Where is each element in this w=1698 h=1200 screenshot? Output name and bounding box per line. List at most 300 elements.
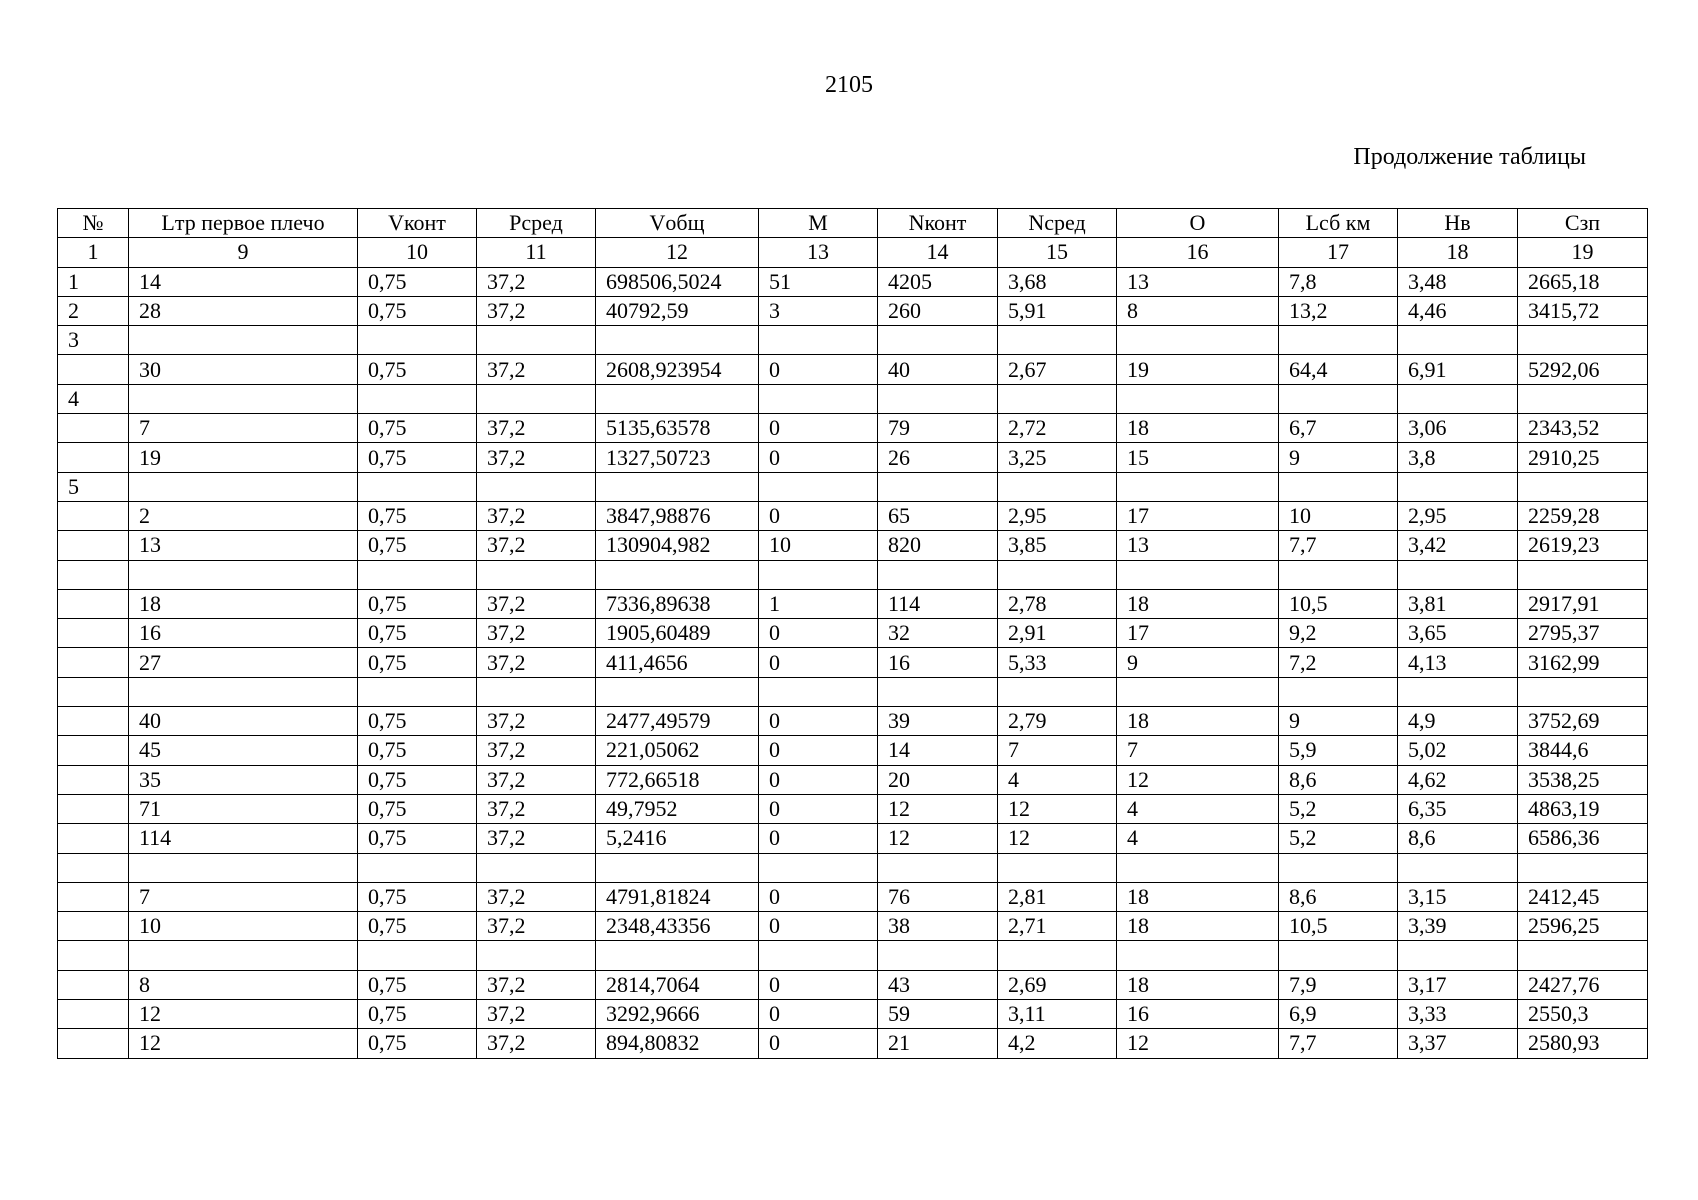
- table-cell: 3,68: [998, 267, 1117, 296]
- table-cell: 37,2: [477, 648, 596, 677]
- table-cell: 3: [58, 326, 129, 355]
- table-cell: 9: [1279, 707, 1398, 736]
- table-cell: 2412,45: [1518, 882, 1648, 911]
- table-cell: 37,2: [477, 707, 596, 736]
- table-cell: 2,71: [998, 912, 1117, 941]
- table-cell: [58, 414, 129, 443]
- table-cell: 5,2416: [596, 824, 759, 853]
- table-cell: [596, 941, 759, 970]
- table-cell: 4: [1117, 794, 1279, 823]
- table-cell: 2,81: [998, 882, 1117, 911]
- table-header: [58, 209, 1648, 238]
- table-cell: [358, 941, 477, 970]
- table-cell: 4205: [878, 267, 998, 296]
- table-cell: [58, 355, 129, 384]
- table-cell: 2814,7064: [596, 970, 759, 999]
- table-cell: [58, 648, 129, 677]
- table-cell: [58, 853, 129, 882]
- table-row: [58, 736, 1648, 765]
- table-cell: 12: [878, 824, 998, 853]
- table-cell: 3,06: [1398, 414, 1518, 443]
- table-cell: 26: [878, 443, 998, 472]
- column-number: 9: [129, 238, 358, 267]
- table-cell: [998, 472, 1117, 501]
- table-cell: [878, 472, 998, 501]
- table-cell: [759, 472, 878, 501]
- table-cell: [58, 443, 129, 472]
- table-cell: [1398, 677, 1518, 706]
- table-cell: 0: [759, 970, 878, 999]
- table-cell: [129, 384, 358, 413]
- table-cell: 0,75: [358, 414, 477, 443]
- table-cell: 2910,25: [1518, 443, 1648, 472]
- table-row: [58, 853, 1648, 882]
- table-cell: [129, 941, 358, 970]
- table-cell: [878, 941, 998, 970]
- table-cell: [1398, 941, 1518, 970]
- table-cell: 260: [878, 296, 998, 325]
- table-cell: 65: [878, 501, 998, 530]
- table-cell: [58, 707, 129, 736]
- table-row: [58, 619, 1648, 648]
- table-cell: 0: [759, 794, 878, 823]
- table-cell: 19: [1117, 355, 1279, 384]
- table-cell: 5135,63578: [596, 414, 759, 443]
- table-cell: 3,65: [1398, 619, 1518, 648]
- table-cell: [58, 794, 129, 823]
- table-cell: [596, 472, 759, 501]
- table-cell: 40792,59: [596, 296, 759, 325]
- table-cell: 51: [759, 267, 878, 296]
- table-cell: 0,75: [358, 882, 477, 911]
- table-cell: [477, 384, 596, 413]
- table-cell: 2550,3: [1518, 1000, 1648, 1029]
- table-cell: [58, 619, 129, 648]
- table-cell: 0,75: [358, 794, 477, 823]
- table-cell: 2917,91: [1518, 589, 1648, 618]
- table-cell: 820: [878, 531, 998, 560]
- table-cell: 2,67: [998, 355, 1117, 384]
- table-cell: 3,42: [1398, 531, 1518, 560]
- table-cell: [1279, 677, 1398, 706]
- table-cell: [878, 853, 998, 882]
- table-cell: [998, 853, 1117, 882]
- table-cell: 7,9: [1279, 970, 1398, 999]
- table-cell: 7,2: [1279, 648, 1398, 677]
- table-cell: 0: [759, 882, 878, 911]
- table-cell: 0: [759, 824, 878, 853]
- table-cell: 3,11: [998, 1000, 1117, 1029]
- table-cell: 114: [129, 824, 358, 853]
- table-row: [58, 355, 1648, 384]
- table-cell: 4,62: [1398, 765, 1518, 794]
- table-cell: 4791,81824: [596, 882, 759, 911]
- table-cell: 21: [878, 1029, 998, 1058]
- table-cell: 0,75: [358, 824, 477, 853]
- table-cell: [58, 882, 129, 911]
- table-cell: 5,2: [1279, 794, 1398, 823]
- table-cell: 13: [1117, 531, 1279, 560]
- table-cell: [998, 677, 1117, 706]
- table-cell: 0: [759, 1029, 878, 1058]
- table-cell: 0,75: [358, 970, 477, 999]
- table-cell: 18: [1117, 970, 1279, 999]
- table-row: [58, 472, 1648, 501]
- table-cell: 12: [129, 1000, 358, 1029]
- table-cell: 18: [129, 589, 358, 618]
- table-cell: 38: [878, 912, 998, 941]
- table-cell: 2: [58, 296, 129, 325]
- table-cell: 698506,5024: [596, 267, 759, 296]
- table-cell: 3,37: [1398, 1029, 1518, 1058]
- table-cell: 3,17: [1398, 970, 1518, 999]
- table-cell: [759, 677, 878, 706]
- table-cell: 7: [998, 736, 1117, 765]
- table-cell: [1398, 560, 1518, 589]
- table-row: [58, 648, 1648, 677]
- table-cell: 2,69: [998, 970, 1117, 999]
- table-cell: 0: [759, 355, 878, 384]
- table-cell: 2665,18: [1518, 267, 1648, 296]
- table-cell: [596, 560, 759, 589]
- table-cell: 7336,89638: [596, 589, 759, 618]
- table-cell: 3,8: [1398, 443, 1518, 472]
- table-row: [58, 589, 1648, 618]
- table-cell: 37,2: [477, 736, 596, 765]
- table-cell: 8: [129, 970, 358, 999]
- table-cell: [1398, 326, 1518, 355]
- column-header: Cзп: [1518, 209, 1648, 238]
- table-cell: [759, 560, 878, 589]
- table-cell: [998, 326, 1117, 355]
- table-cell: 4: [998, 765, 1117, 794]
- table-row: [58, 912, 1648, 941]
- table-cell: 2795,37: [1518, 619, 1648, 648]
- column-header: M: [759, 209, 878, 238]
- table-cell: 7: [1117, 736, 1279, 765]
- column-header: Pсред: [477, 209, 596, 238]
- table-cell: 9,2: [1279, 619, 1398, 648]
- table-row: [58, 970, 1648, 999]
- table-cell: 64,4: [1279, 355, 1398, 384]
- table-cell: 37,2: [477, 824, 596, 853]
- table-cell: [58, 736, 129, 765]
- table-cell: 19: [129, 443, 358, 472]
- table-cell: [1518, 560, 1648, 589]
- table-cell: [358, 326, 477, 355]
- table-cell: 4,9: [1398, 707, 1518, 736]
- table-cell: 221,05062: [596, 736, 759, 765]
- table-cell: 0: [759, 707, 878, 736]
- table-cell: 4: [1117, 824, 1279, 853]
- table-row: [58, 1029, 1648, 1058]
- table-cell: 12: [998, 824, 1117, 853]
- table-cell: 37,2: [477, 355, 596, 384]
- table-row: [58, 443, 1648, 472]
- table-cell: 411,4656: [596, 648, 759, 677]
- table-row: [58, 560, 1648, 589]
- column-number: 13: [759, 238, 878, 267]
- table-cell: 3292,9666: [596, 1000, 759, 1029]
- table-cell: 13,2: [1279, 296, 1398, 325]
- table-row: [58, 501, 1648, 530]
- table-cell: 7,7: [1279, 1029, 1398, 1058]
- table-cell: [1279, 326, 1398, 355]
- table-cell: 37,2: [477, 1000, 596, 1029]
- data-table: [57, 208, 1648, 1059]
- table-cell: 49,7952: [596, 794, 759, 823]
- table-cell: [477, 560, 596, 589]
- table-cell: 20: [878, 765, 998, 794]
- table-cell: 17: [1117, 619, 1279, 648]
- table-cell: 0,75: [358, 619, 477, 648]
- table-cell: 40: [129, 707, 358, 736]
- table-cell: [1518, 853, 1648, 882]
- table-cell: 2343,52: [1518, 414, 1648, 443]
- table-cell: 13: [1117, 267, 1279, 296]
- column-header: Nконт: [878, 209, 998, 238]
- table-cell: [1117, 941, 1279, 970]
- table-cell: [596, 326, 759, 355]
- table-row: [58, 707, 1648, 736]
- table-cell: 14: [878, 736, 998, 765]
- table-cell: 9: [1117, 648, 1279, 677]
- table-cell: [358, 560, 477, 589]
- table-cell: 2348,43356: [596, 912, 759, 941]
- table-cell: 0: [759, 912, 878, 941]
- table-cell: [58, 1029, 129, 1058]
- table-cell: 7: [129, 414, 358, 443]
- column-number: 12: [596, 238, 759, 267]
- table-cell: 12: [1117, 1029, 1279, 1058]
- table-cell: 4,13: [1398, 648, 1518, 677]
- table-cell: [58, 560, 129, 589]
- table-cell: 3415,72: [1518, 296, 1648, 325]
- table-cell: 6,9: [1279, 1000, 1398, 1029]
- table-cell: 79: [878, 414, 998, 443]
- table-cell: [58, 970, 129, 999]
- table-cell: [1279, 560, 1398, 589]
- column-header: Vконт: [358, 209, 477, 238]
- table-cell: 16: [1117, 1000, 1279, 1029]
- table-cell: [596, 853, 759, 882]
- column-number: 16: [1117, 238, 1279, 267]
- table-cell: [358, 384, 477, 413]
- table-cell: 0: [759, 648, 878, 677]
- table-cell: [477, 941, 596, 970]
- table-cell: 37,2: [477, 765, 596, 794]
- table-cell: 2619,23: [1518, 531, 1648, 560]
- table-cell: 0: [759, 765, 878, 794]
- table-cell: 37,2: [477, 443, 596, 472]
- table-cell: 0: [759, 501, 878, 530]
- table-cell: [759, 941, 878, 970]
- table-cell: 37,2: [477, 794, 596, 823]
- table-cell: 2596,25: [1518, 912, 1648, 941]
- table-cell: 37,2: [477, 970, 596, 999]
- column-number-row: [58, 238, 1648, 267]
- table-row: [58, 794, 1648, 823]
- table-cell: 5: [58, 472, 129, 501]
- table-cell: 3538,25: [1518, 765, 1648, 794]
- table-cell: 5,9: [1279, 736, 1398, 765]
- table-cell: 3,25: [998, 443, 1117, 472]
- table-row: [58, 677, 1648, 706]
- table-cell: [1117, 853, 1279, 882]
- table-cell: 15: [1117, 443, 1279, 472]
- table-cell: 0,75: [358, 707, 477, 736]
- table-cell: 5292,06: [1518, 355, 1648, 384]
- table-cell: 6,7: [1279, 414, 1398, 443]
- table-cell: [998, 941, 1117, 970]
- table-cell: 6,35: [1398, 794, 1518, 823]
- column-number: 18: [1398, 238, 1518, 267]
- table-cell: [58, 912, 129, 941]
- table-cell: 0: [759, 1000, 878, 1029]
- table-cell: 37,2: [477, 912, 596, 941]
- table-cell: 30: [129, 355, 358, 384]
- table-cell: [129, 677, 358, 706]
- table-cell: [1398, 384, 1518, 413]
- table-cell: 37,2: [477, 501, 596, 530]
- table-cell: [129, 472, 358, 501]
- table-cell: [1279, 384, 1398, 413]
- table-cell: [129, 853, 358, 882]
- table-cell: 13: [129, 531, 358, 560]
- table-cell: 3162,99: [1518, 648, 1648, 677]
- table-cell: 35: [129, 765, 358, 794]
- table-cell: [358, 853, 477, 882]
- table-cell: 3,39: [1398, 912, 1518, 941]
- table-row: [58, 824, 1648, 853]
- table-cell: 4: [58, 384, 129, 413]
- table-cell: 10: [129, 912, 358, 941]
- table-cell: [878, 326, 998, 355]
- column-number: 17: [1279, 238, 1398, 267]
- table-cell: [759, 853, 878, 882]
- table-cell: [1518, 472, 1648, 501]
- table-cell: 6586,36: [1518, 824, 1648, 853]
- table-cell: [998, 384, 1117, 413]
- table-cell: 37,2: [477, 267, 596, 296]
- table-continuation-label: Продолжение таблицы: [1353, 144, 1586, 170]
- table-cell: 2,95: [998, 501, 1117, 530]
- table-cell: 8,6: [1279, 765, 1398, 794]
- table-cell: 16: [129, 619, 358, 648]
- table-row: [58, 414, 1648, 443]
- table-cell: [1398, 472, 1518, 501]
- table-cell: 2,79: [998, 707, 1117, 736]
- table-cell: [58, 501, 129, 530]
- table-body: [58, 238, 1648, 1058]
- table-cell: [596, 677, 759, 706]
- table-row: [58, 1000, 1648, 1029]
- table-cell: 7,8: [1279, 267, 1398, 296]
- table-cell: [1117, 384, 1279, 413]
- table-cell: [129, 326, 358, 355]
- table-cell: 12: [878, 794, 998, 823]
- table-cell: [878, 677, 998, 706]
- table-cell: [358, 472, 477, 501]
- table-cell: 10,5: [1279, 589, 1398, 618]
- table-cell: [1518, 941, 1648, 970]
- table-cell: [1398, 853, 1518, 882]
- table-cell: 76: [878, 882, 998, 911]
- table-cell: 0,75: [358, 296, 477, 325]
- table-cell: 43: [878, 970, 998, 999]
- table-cell: 1327,50723: [596, 443, 759, 472]
- column-number: 10: [358, 238, 477, 267]
- table-cell: 130904,982: [596, 531, 759, 560]
- table-row: [58, 326, 1648, 355]
- table-cell: [477, 853, 596, 882]
- table-cell: 3,48: [1398, 267, 1518, 296]
- table-cell: 0,75: [358, 267, 477, 296]
- table-cell: [1518, 677, 1648, 706]
- table-cell: [477, 326, 596, 355]
- column-number: 19: [1518, 238, 1648, 267]
- column-number: 1: [58, 238, 129, 267]
- table-cell: 3752,69: [1518, 707, 1648, 736]
- table-cell: 1: [759, 589, 878, 618]
- table-cell: 2: [129, 501, 358, 530]
- table-cell: 8: [1117, 296, 1279, 325]
- table-cell: 2,95: [1398, 501, 1518, 530]
- column-header: Lтр первое плечо: [129, 209, 358, 238]
- header-row: [58, 209, 1648, 238]
- table-cell: 9: [1279, 443, 1398, 472]
- table-cell: [1518, 384, 1648, 413]
- column-number: 15: [998, 238, 1117, 267]
- table-cell: 5,02: [1398, 736, 1518, 765]
- table-cell: 18: [1117, 882, 1279, 911]
- table-cell: 2427,76: [1518, 970, 1648, 999]
- table-cell: 17: [1117, 501, 1279, 530]
- table-cell: 37,2: [477, 531, 596, 560]
- table-cell: 0,75: [358, 736, 477, 765]
- table-cell: [58, 941, 129, 970]
- table-cell: 14: [129, 267, 358, 296]
- table-cell: [1279, 853, 1398, 882]
- table-cell: 5,91: [998, 296, 1117, 325]
- table-cell: 3,85: [998, 531, 1117, 560]
- table-cell: 16: [878, 648, 998, 677]
- table-cell: 0,75: [358, 501, 477, 530]
- table-cell: 12: [998, 794, 1117, 823]
- table-cell: 3,33: [1398, 1000, 1518, 1029]
- table-cell: 18: [1117, 589, 1279, 618]
- table-cell: [58, 1000, 129, 1029]
- table-cell: 0: [759, 619, 878, 648]
- table-cell: [477, 472, 596, 501]
- table-cell: 0,75: [358, 765, 477, 794]
- table-cell: 10: [759, 531, 878, 560]
- table-cell: 894,80832: [596, 1029, 759, 1058]
- table-cell: 18: [1117, 707, 1279, 736]
- table-cell: 37,2: [477, 589, 596, 618]
- table-cell: 10: [1279, 501, 1398, 530]
- column-header: O: [1117, 209, 1279, 238]
- table-cell: 18: [1117, 912, 1279, 941]
- table-cell: 45: [129, 736, 358, 765]
- table-cell: 7,7: [1279, 531, 1398, 560]
- column-header: Lсб км: [1279, 209, 1398, 238]
- table-row: [58, 267, 1648, 296]
- table-cell: 37,2: [477, 414, 596, 443]
- table-cell: 1905,60489: [596, 619, 759, 648]
- table-cell: [1117, 560, 1279, 589]
- table-cell: 0: [759, 414, 878, 443]
